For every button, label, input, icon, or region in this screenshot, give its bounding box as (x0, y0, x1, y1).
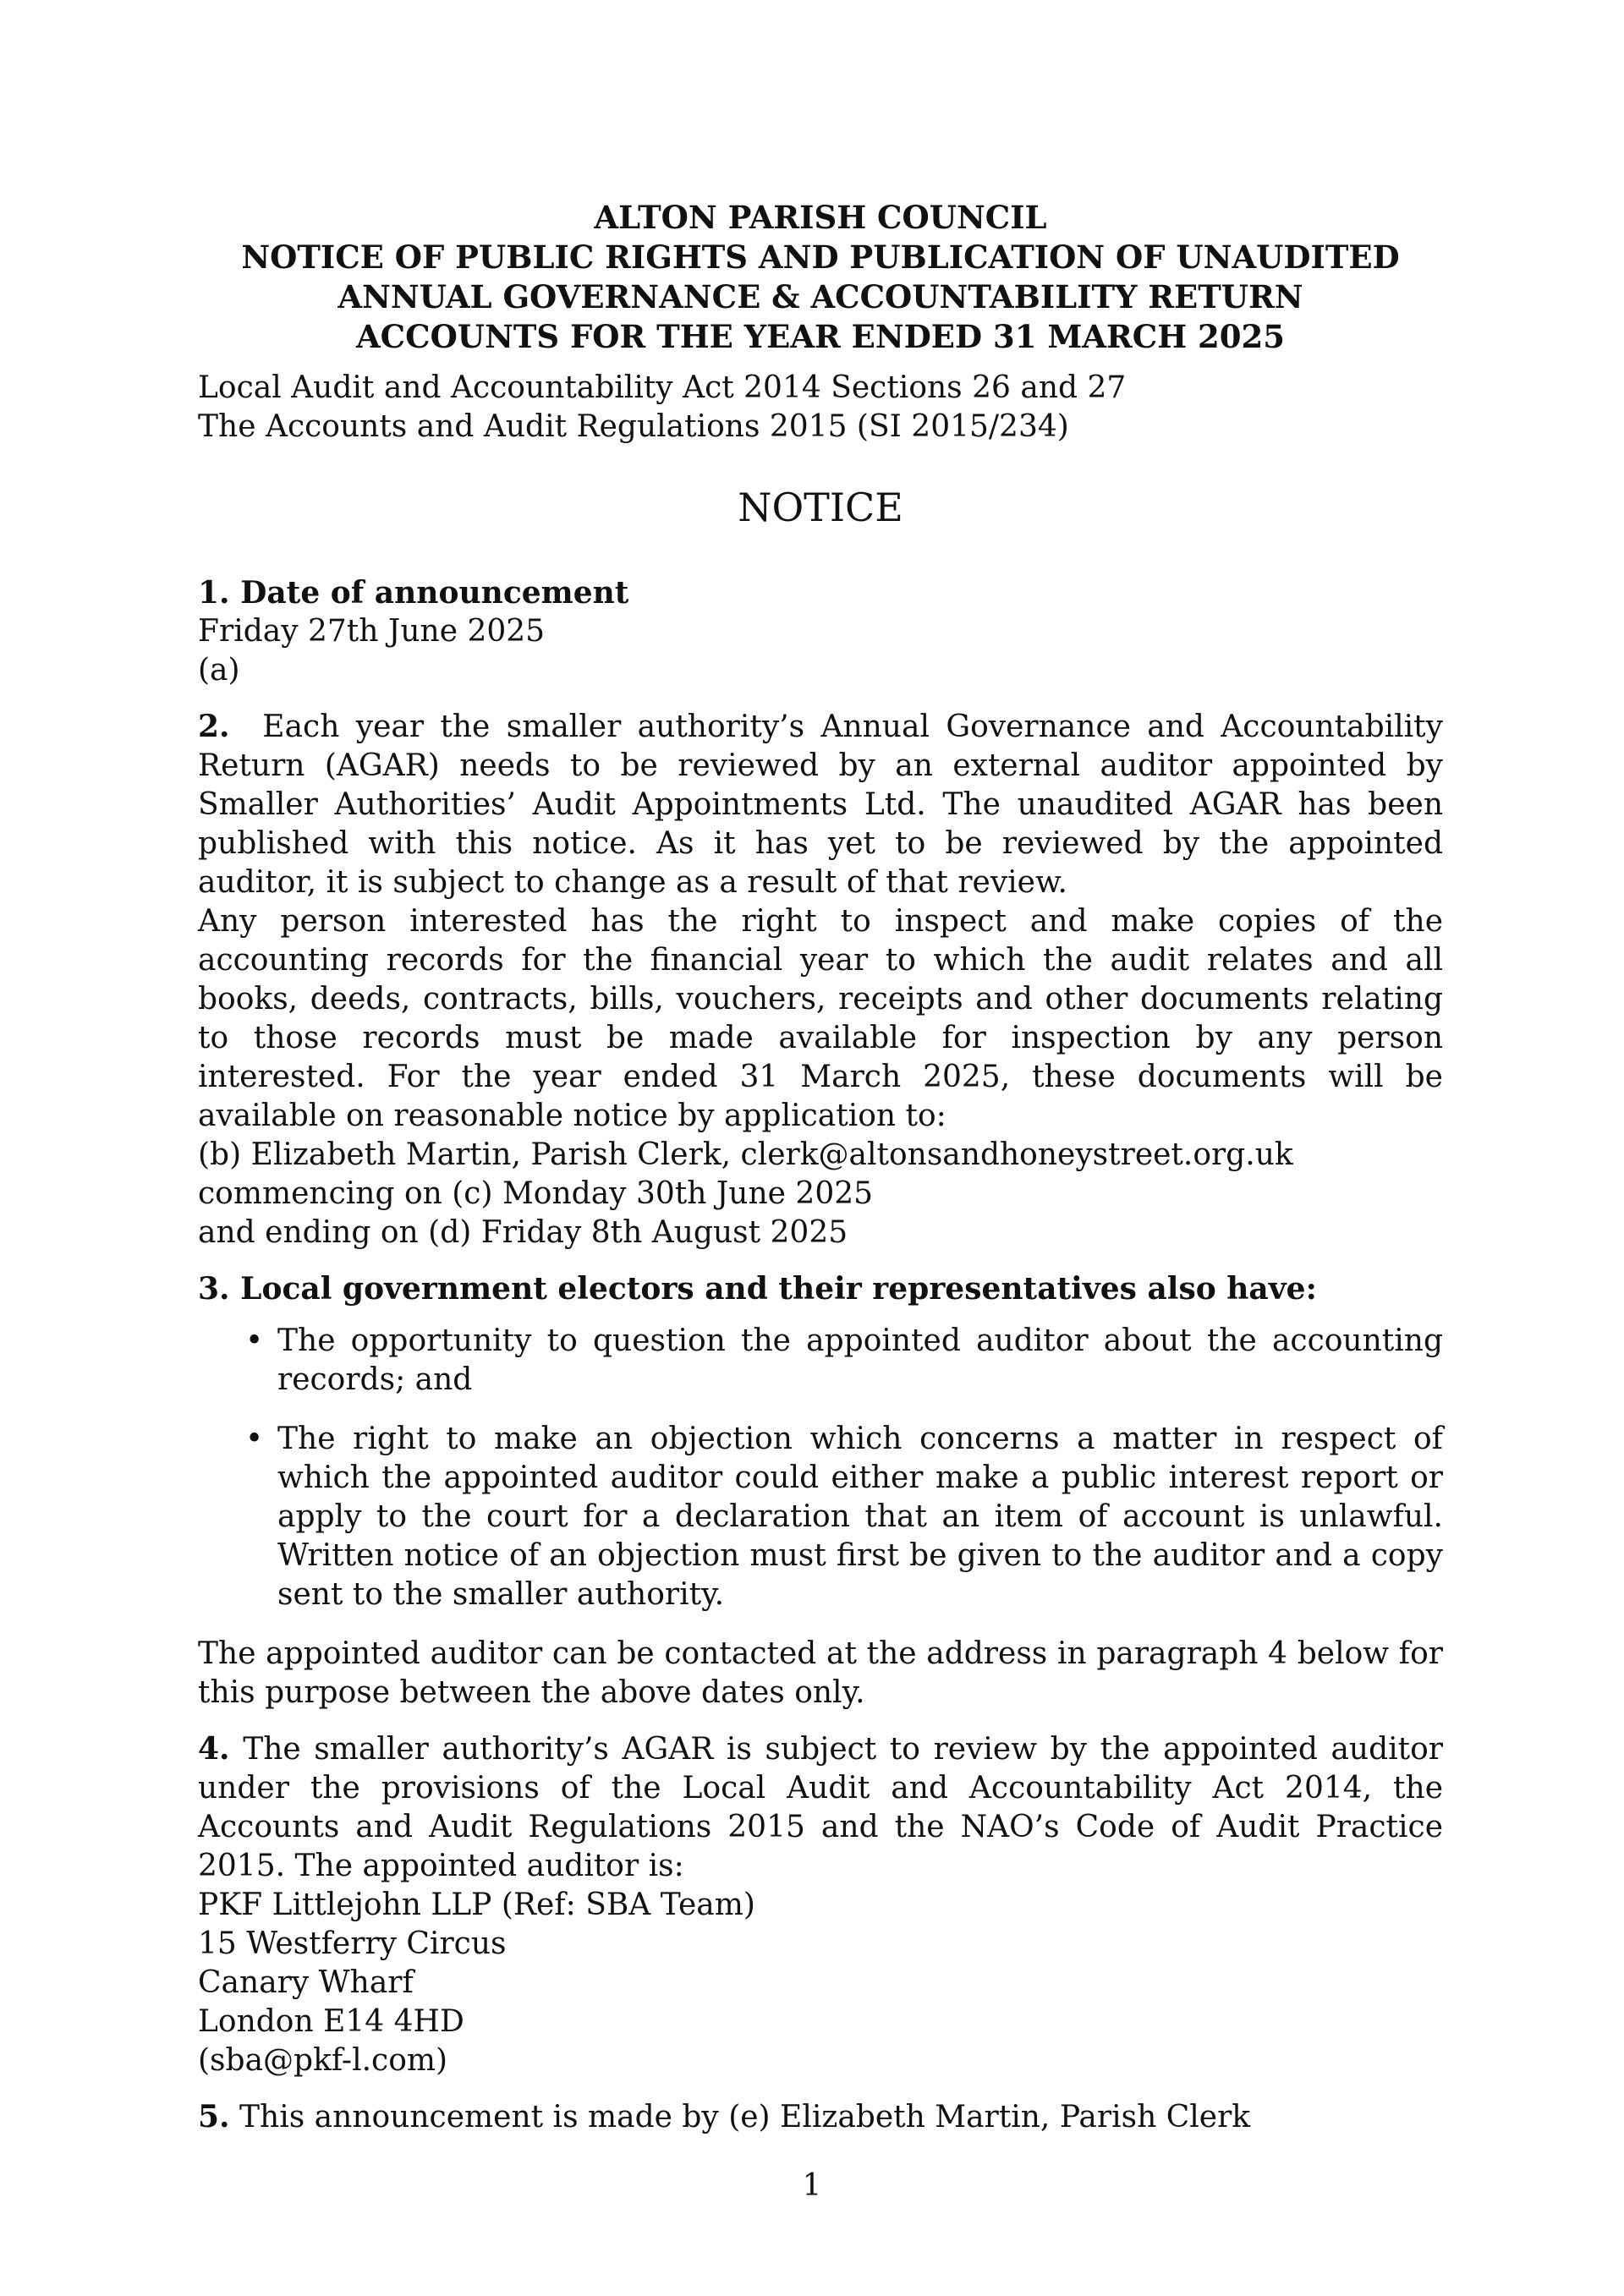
section-4-paragraph (198, 1729, 1443, 1886)
heading-line-4: ACCOUNTS FOR THE YEAR ENDED 31 MARCH 2025 (355, 318, 1286, 355)
legislation-references (198, 369, 1443, 447)
section-3 (198, 1269, 1443, 1712)
section-1-marker: (a) (198, 653, 240, 688)
section-5-number: 5. (198, 2099, 230, 2134)
auditor-name: PKF Littlejohn LLP (Ref: SBA Team) (198, 1888, 755, 1922)
clerk-contact: (b) Elizabeth Martin, Parish Clerk, clerk@altonsandhoneystreet.org.uk (198, 1137, 1293, 1172)
section-2-paragraph-1 (198, 707, 1443, 902)
electors-rights-list (198, 1322, 1443, 1614)
auditor-address-line-1: 15 Westferry Circus (198, 1926, 507, 1961)
section-1-heading (198, 573, 1443, 612)
inspection-start: commencing on (c) Monday 30th June 2025 (198, 1176, 874, 1211)
section-2-text-1: Each year the smaller authority’s Annual Governance and Accountability Return (AGAR) needs to be reviewed by an external auditor appointed by Smaller Authorities’ Audit Appointments Ltd. The unaudited AGAR has been published with this notice. As it has yet to be reviewed by the appointed auditor, it is subject to change as a result of that review. (198, 710, 1443, 900)
document-content (198, 198, 1443, 2137)
council-name: ALTON PARISH COUNCIL (594, 199, 1047, 236)
right-to-object: The right to make an objection which concerns a matter in respect of which the appointed auditor could either make a public interest report or apply to the court for a declaration that an item of account is unlawful. Written notice of an objection must first be given to the auditor and a copy sent to the smaller authority. (277, 1422, 1443, 1612)
section-4-text: The smaller authority’s AGAR is subject to review by the appointed auditor under the provisions of the Local Audit and Accountability Act 2014, the Accounts and Audit Regulations 2015 and the NAO’s Code of Audit Practice 2015. The appointed auditor is: (198, 1732, 1444, 1883)
bullet-icon: • (245, 1323, 264, 1358)
section-1-title: Date of announcement (240, 575, 629, 611)
section-2-number: 2. (198, 709, 230, 744)
bullet-icon: • (245, 1422, 264, 1456)
list-item (198, 1322, 1443, 1400)
heading-line-2: NOTICE OF PUBLIC RIGHTS AND PUBLICATION OF UNAUDITED (241, 238, 1400, 276)
inspection-end: and ending on (d) Friday 8th August 2025 (198, 1215, 848, 1250)
auditor-address-line-3: London E14 4HD (198, 2004, 464, 2039)
legislation-act: Local Audit and Accountability Act 2014 Sections 26 and 27 (198, 370, 1127, 405)
section-3-number: 3. (198, 1271, 230, 1307)
auditor-email: (sba@pkf-l.com) (198, 2043, 448, 2078)
section-3-closing: The appointed auditor can be contacted at the address in paragraph 4 below for this purpose between the above dates only. (198, 1636, 1443, 1710)
legislation-regulations: The Accounts and Audit Regulations 2015 (SI 2015/234) (198, 409, 1069, 444)
section-5-paragraph (198, 2097, 1443, 2137)
section-5 (198, 2097, 1443, 2137)
notice-heading (198, 198, 1443, 357)
section-3-title: Local government electors and their representatives also have: (240, 1271, 1317, 1307)
list-item (198, 1420, 1443, 1614)
section-1 (198, 573, 1443, 690)
page-number: 1 (802, 2168, 822, 2203)
section-5-text: This announcement is made by (e) Elizabeth Martin, Parish Clerk (239, 2100, 1251, 2134)
right-to-question: The opportunity to question the appointed auditor about the accounting records; and (277, 1323, 1443, 1397)
section-1-number: 1. (198, 575, 230, 611)
announcement-date: Friday 27th June 2025 (198, 614, 546, 649)
heading-line-3: ANNUAL GOVERNANCE & ACCOUNTABILITY RETURN (337, 278, 1303, 315)
section-4-number: 4. (198, 1731, 230, 1767)
section-3-heading (198, 1269, 1443, 1308)
section-2 (198, 707, 1443, 1252)
notice-title: NOTICE (738, 485, 903, 530)
section-4 (198, 1729, 1443, 2080)
auditor-address-line-2: Canary Wharf (198, 1965, 414, 2000)
section-2-paragraph-2: Any person interested has the right to inspect and make copies of the accounting records for the financial year to which the audit relates and all books, deeds, contracts, bills, vouchers, receipts and other documents relating to those records must be made available for inspection by any person interested. For the year ended 31 March 2025, these documents will be available on reasonable notice by application to: (198, 904, 1443, 1133)
